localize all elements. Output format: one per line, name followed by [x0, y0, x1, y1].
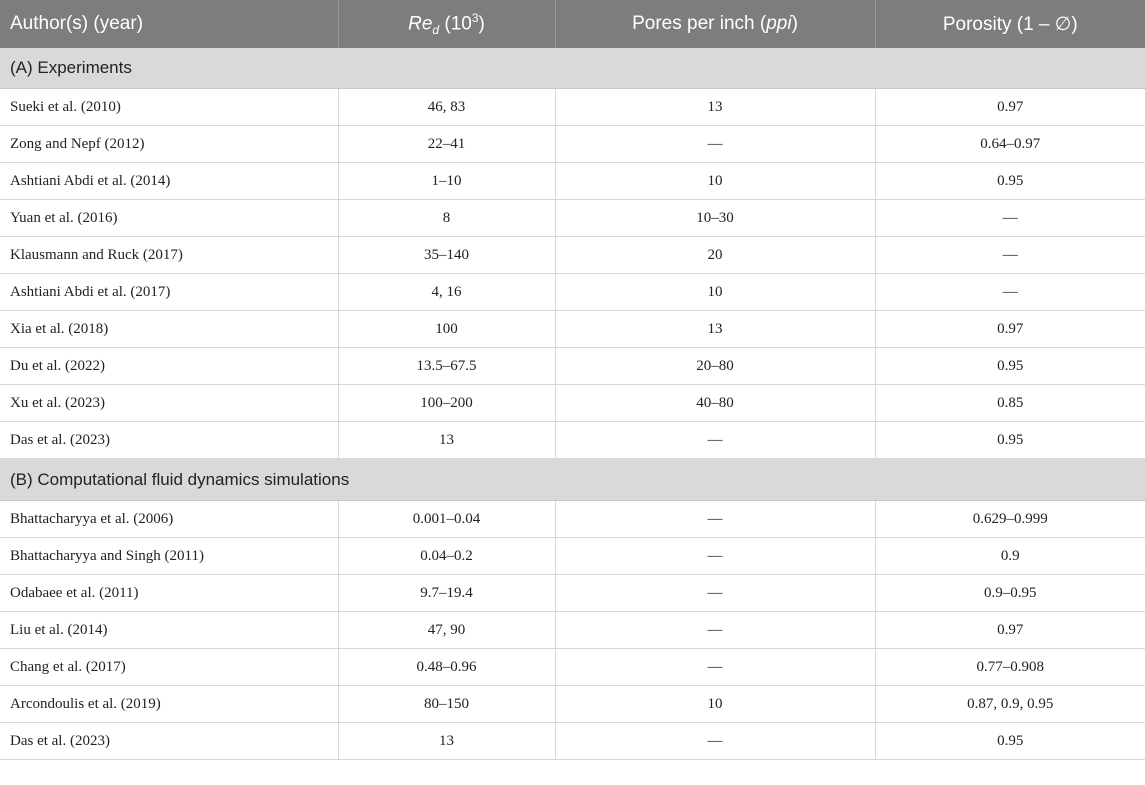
cell-porosity: —	[875, 200, 1145, 237]
cell-author: Das et al. (2023)	[0, 723, 338, 760]
table-row	[0, 348, 1145, 385]
cell-ppi: —	[555, 575, 875, 612]
table-row	[0, 538, 1145, 575]
cell-ppi: 10	[555, 163, 875, 200]
cell-ppi: —	[555, 501, 875, 538]
cell-reynolds: 0.001–0.04	[338, 501, 555, 538]
cell-porosity: 0.64–0.97	[875, 126, 1145, 163]
header-re-superscript: 3	[471, 10, 479, 25]
cell-ppi: 10	[555, 274, 875, 311]
table-row	[0, 311, 1145, 348]
cell-porosity: 0.87, 0.9, 0.95	[875, 686, 1145, 723]
cell-author: Das et al. (2023)	[0, 422, 338, 459]
cell-reynolds: 0.48–0.96	[338, 649, 555, 686]
header-re-symbol: Re	[408, 13, 433, 35]
table-row	[0, 89, 1145, 126]
cell-author: Zong and Nepf (2012)	[0, 126, 338, 163]
cell-ppi: 40–80	[555, 385, 875, 422]
table-row	[0, 723, 1145, 760]
cell-reynolds: 1–10	[338, 163, 555, 200]
cell-reynolds: 13	[338, 422, 555, 459]
cell-ppi: —	[555, 649, 875, 686]
header-re-subscript: d	[432, 23, 440, 38]
cell-reynolds: 46, 83	[338, 89, 555, 126]
cell-author: Sueki et al. (2010)	[0, 89, 338, 126]
cell-ppi: 10–30	[555, 200, 875, 237]
cell-porosity: 0.95	[875, 422, 1145, 459]
section-title: (A) Experiments	[0, 48, 1145, 89]
table-row	[0, 200, 1145, 237]
table-body	[0, 48, 1145, 459]
cell-porosity: 0.97	[875, 612, 1145, 649]
table-row	[0, 126, 1145, 163]
cell-ppi: —	[555, 422, 875, 459]
cell-author: Liu et al. (2014)	[0, 612, 338, 649]
section-row-cfd	[0, 459, 1145, 501]
table-header	[0, 0, 1145, 48]
cell-ppi: —	[555, 126, 875, 163]
cell-ppi: 13	[555, 89, 875, 126]
cell-porosity: 0.95	[875, 348, 1145, 385]
cell-reynolds: 100–200	[338, 385, 555, 422]
cell-reynolds: 4, 16	[338, 274, 555, 311]
table-row	[0, 575, 1145, 612]
cell-reynolds: 13.5–67.5	[338, 348, 555, 385]
cell-porosity: 0.97	[875, 89, 1145, 126]
header-reynolds-number	[338, 0, 555, 48]
header-porosity: Porosity (1 – ∅)	[875, 0, 1145, 48]
cell-author: Xia et al. (2018)	[0, 311, 338, 348]
cell-ppi: 13	[555, 311, 875, 348]
cell-author: Bhattacharyya et al. (2006)	[0, 501, 338, 538]
cell-porosity: —	[875, 274, 1145, 311]
cell-ppi: —	[555, 612, 875, 649]
table-row	[0, 501, 1145, 538]
cell-porosity: 0.9	[875, 538, 1145, 575]
table-body-cfd	[0, 459, 1145, 760]
cell-author: Arcondoulis et al. (2019)	[0, 686, 338, 723]
header-author-year: Author(s) (year)	[0, 0, 338, 48]
cell-author: Xu et al. (2023)	[0, 385, 338, 422]
table-row	[0, 422, 1145, 459]
table-row	[0, 237, 1145, 274]
cell-author: Yuan et al. (2016)	[0, 200, 338, 237]
cell-reynolds: 35–140	[338, 237, 555, 274]
cell-ppi: 10	[555, 686, 875, 723]
header-re-unit-post: )	[478, 13, 485, 35]
cell-porosity: 0.97	[875, 311, 1145, 348]
cell-reynolds: 22–41	[338, 126, 555, 163]
section-title: (B) Computational fluid dynamics simulations	[0, 459, 1145, 501]
section-row-experiments	[0, 48, 1145, 89]
cell-author: Ashtiani Abdi et al. (2017)	[0, 274, 338, 311]
cell-ppi: —	[555, 723, 875, 760]
cell-author: Ashtiani Abdi et al. (2014)	[0, 163, 338, 200]
table-row	[0, 686, 1145, 723]
cell-reynolds: 13	[338, 723, 555, 760]
cell-porosity: 0.95	[875, 163, 1145, 200]
table-row	[0, 274, 1145, 311]
cell-porosity: 0.77–0.908	[875, 649, 1145, 686]
header-ppi-abbrev: ppi	[766, 13, 792, 34]
cell-ppi: 20	[555, 237, 875, 274]
cell-author: Du et al. (2022)	[0, 348, 338, 385]
table-row	[0, 649, 1145, 686]
cell-ppi: —	[555, 538, 875, 575]
cell-porosity: 0.85	[875, 385, 1145, 422]
cell-ppi: 20–80	[555, 348, 875, 385]
header-re-unit-pre: (10	[439, 13, 472, 35]
cell-author: Odabaee et al. (2011)	[0, 575, 338, 612]
cell-porosity: 0.95	[875, 723, 1145, 760]
cell-porosity: 0.9–0.95	[875, 575, 1145, 612]
cell-author: Chang et al. (2017)	[0, 649, 338, 686]
cell-porosity: —	[875, 237, 1145, 274]
table-row	[0, 163, 1145, 200]
cell-author: Bhattacharyya and Singh (2011)	[0, 538, 338, 575]
cell-reynolds: 0.04–0.2	[338, 538, 555, 575]
cell-reynolds: 80–150	[338, 686, 555, 723]
cell-reynolds: 9.7–19.4	[338, 575, 555, 612]
header-pores-per-inch: Pores per inch (ppi)	[555, 0, 875, 48]
cell-reynolds: 100	[338, 311, 555, 348]
table-row	[0, 612, 1145, 649]
cell-porosity: 0.629–0.999	[875, 501, 1145, 538]
cell-reynolds: 47, 90	[338, 612, 555, 649]
table-row	[0, 385, 1145, 422]
cell-reynolds: 8	[338, 200, 555, 237]
cell-author: Klausmann and Ruck (2017)	[0, 237, 338, 274]
